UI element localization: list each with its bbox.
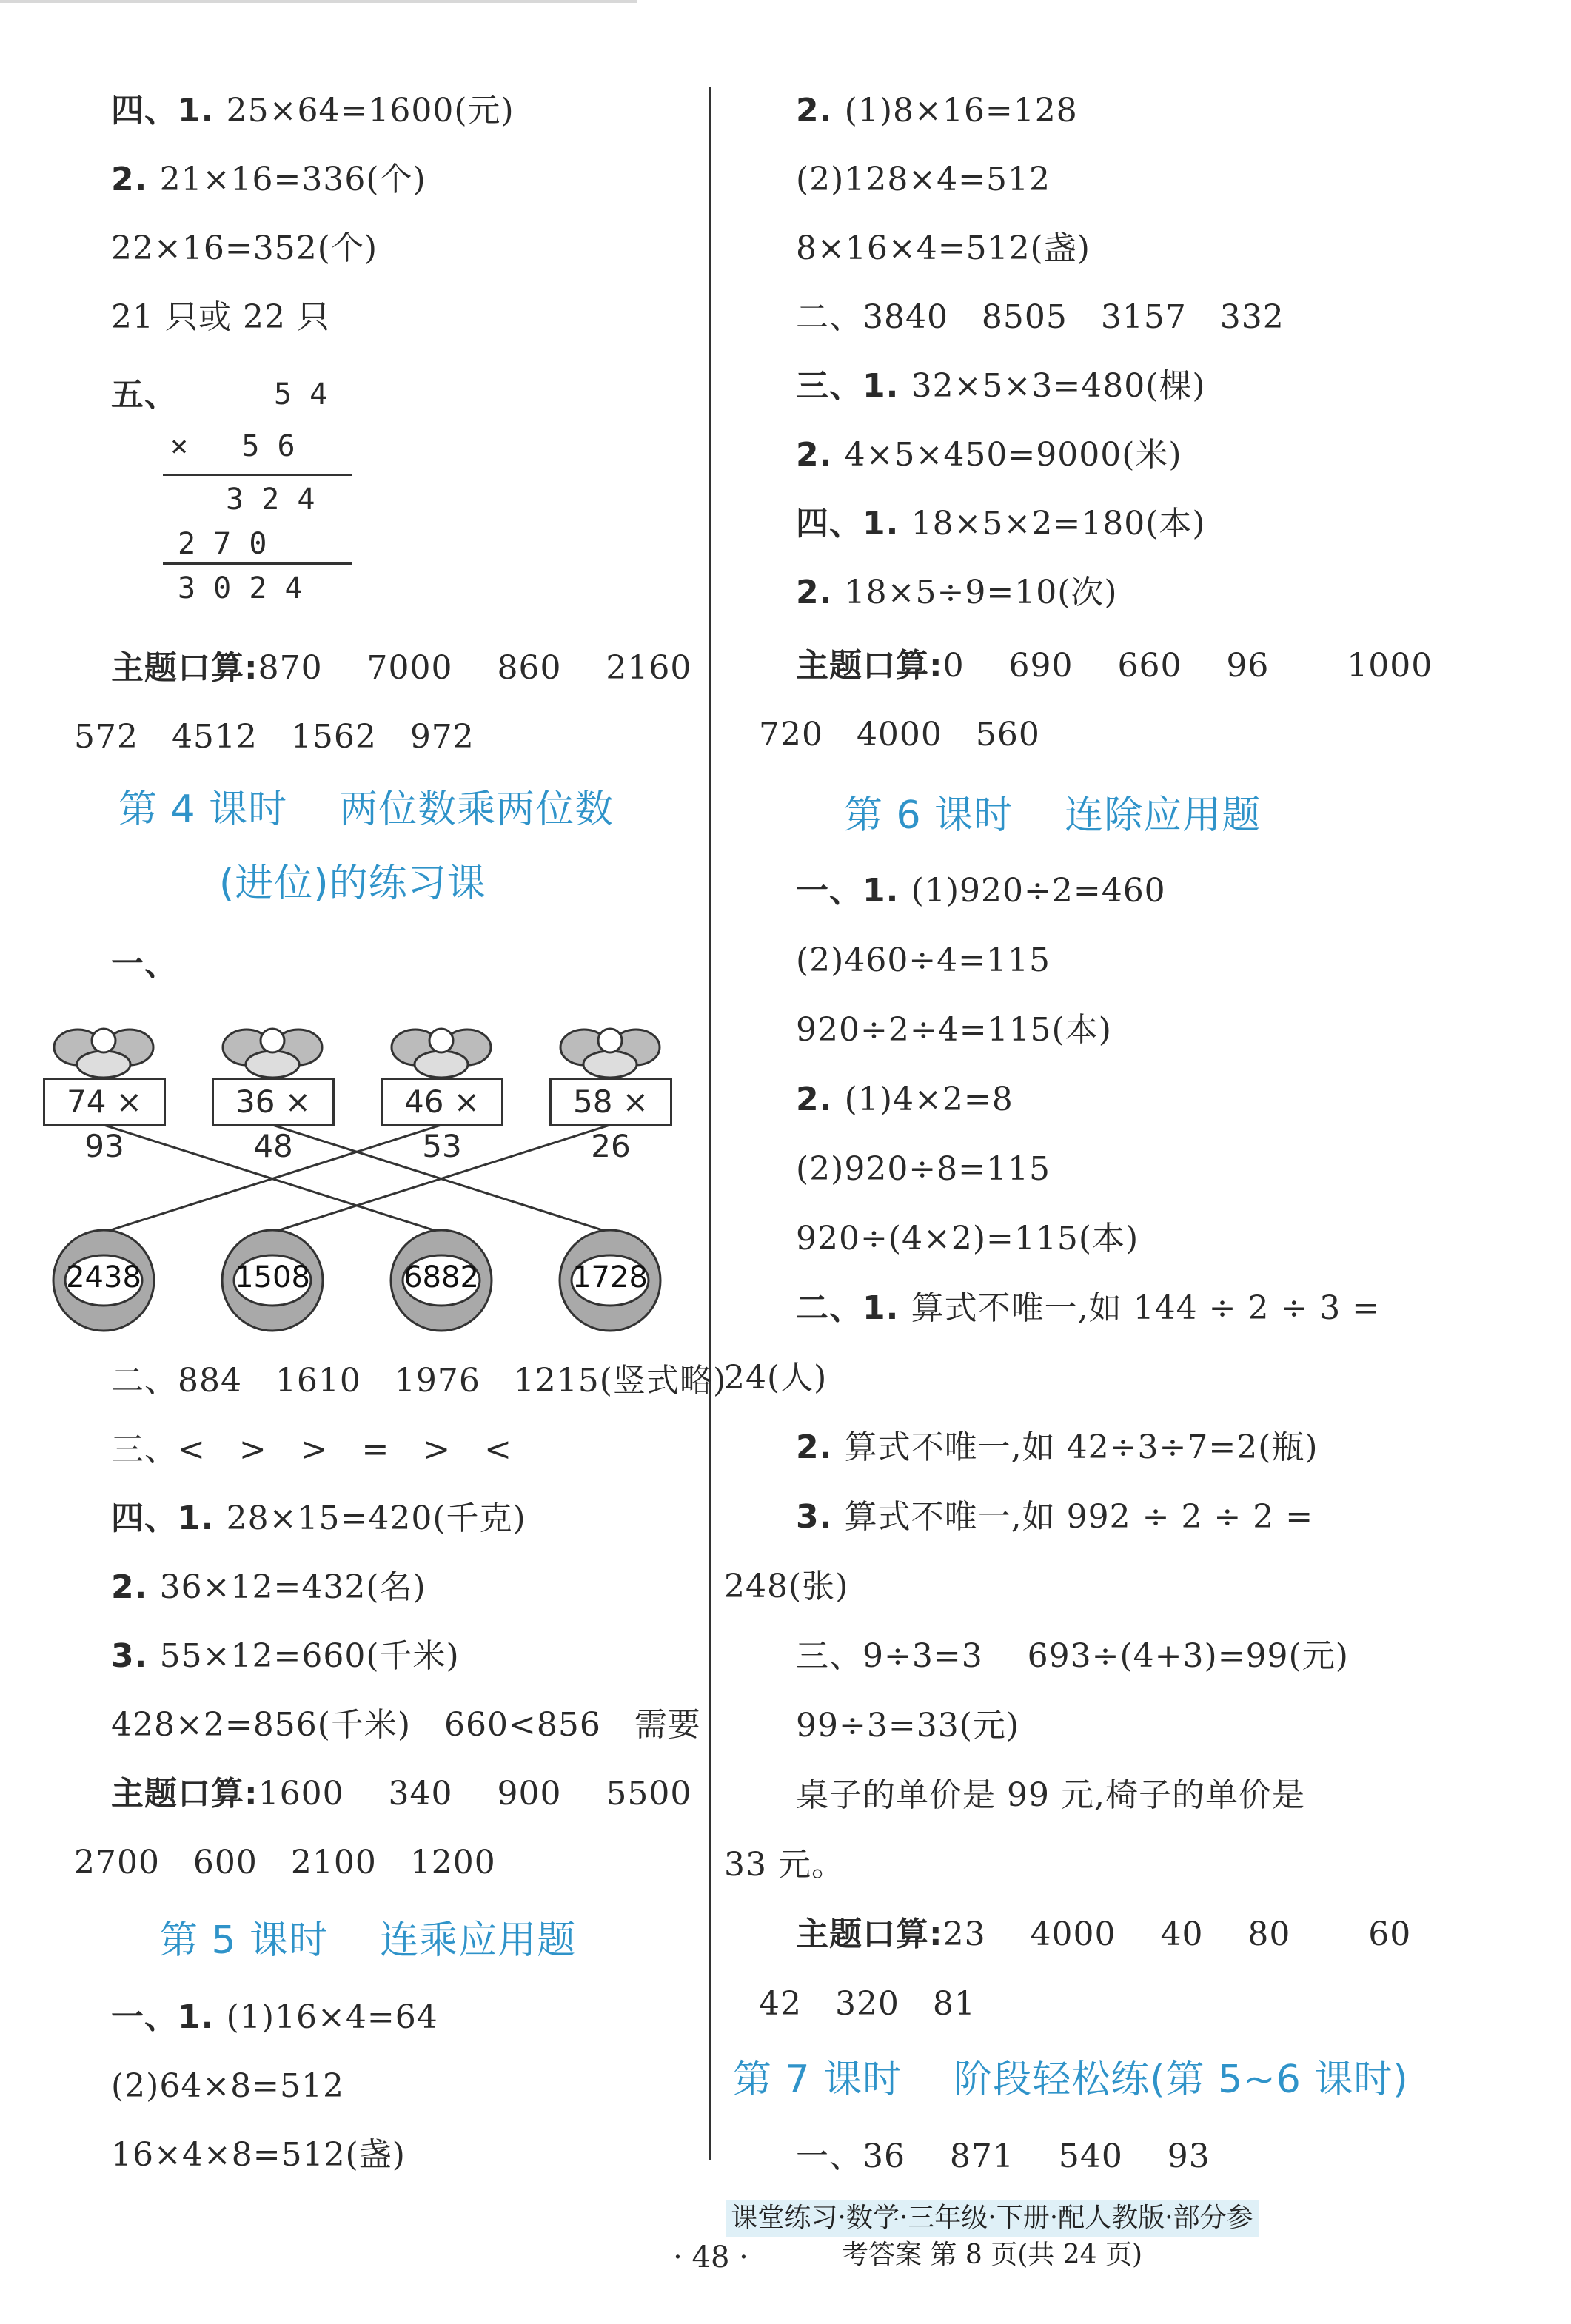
answer-line: 2. 36×12=432(名) bbox=[111, 1568, 426, 1606]
lesson-heading: (进位)的练习课 bbox=[219, 862, 486, 906]
flower-answer bbox=[555, 1225, 666, 1336]
answer-line: 99÷3=33(元) bbox=[796, 1707, 1020, 1744]
flower-number: 6882 bbox=[403, 1260, 479, 1294]
answer-line: (2)920÷8=115 bbox=[796, 1150, 1051, 1188]
answer-line: 16×4×8=512(盏) bbox=[111, 2136, 406, 2174]
answer-line: 22×16=352(个) bbox=[111, 229, 378, 267]
answer-line: 四、1. 28×15=420(千克) bbox=[111, 1499, 526, 1537]
lesson-heading: 第 5 课时 连乘应用题 bbox=[159, 1918, 577, 1963]
vertical-row-4: 2 7 0 bbox=[178, 527, 267, 561]
answer-line: (2)128×4=512 bbox=[796, 161, 1051, 198]
flower-answer bbox=[386, 1225, 497, 1336]
mental-math-line: 572 4512 1562 972 bbox=[74, 718, 475, 756]
answer-line: (2)460÷4=115 bbox=[796, 941, 1051, 979]
answer-line: 三、< > > = > < bbox=[111, 1431, 512, 1468]
flower-number: 1728 bbox=[572, 1260, 648, 1294]
page-number: · 48 · bbox=[673, 2240, 748, 2274]
expression-box: 74 × 93 bbox=[43, 1078, 166, 1126]
answer-line: 三、1. 32×5×3=480(棵) bbox=[796, 367, 1206, 405]
answer-line: (2)64×8=512 bbox=[111, 2067, 345, 2105]
answer-line: 桌子的单价是 99 元,椅子的单价是 bbox=[796, 1776, 1305, 1814]
answer-line: 2. (1)8×16=128 bbox=[796, 92, 1078, 130]
flower-number: 2438 bbox=[66, 1260, 141, 1294]
matching-lines bbox=[104, 1125, 610, 1232]
vertical-row-2: × 5 6 bbox=[170, 429, 295, 463]
mental-math-line: 2700 600 2100 1200 bbox=[74, 1844, 496, 1881]
answer-line: 24(人) bbox=[724, 1359, 828, 1397]
expression-box: 58 × 26 bbox=[549, 1078, 672, 1126]
lesson-heading: 第 7 课时 阶段轻松练(第 5~6 课时) bbox=[733, 2058, 1409, 2102]
answer-line: 21 只或 22 只 bbox=[111, 298, 330, 336]
answer-line: 四、1. 18×5×2=180(本) bbox=[796, 505, 1206, 543]
mental-math-line: 主题口算:0 690 660 96 1000 bbox=[796, 647, 1433, 685]
answer-line: 二、3840 8505 3157 332 bbox=[796, 298, 1284, 336]
answer-line: 3. 算式不唯一,如 992 ÷ 2 ÷ 2 = bbox=[796, 1498, 1314, 1536]
section-label: 一、 bbox=[111, 945, 178, 983]
flower-number: 1508 bbox=[235, 1260, 310, 1294]
answer-line: 2. 算式不唯一,如 42÷3÷7=2(瓶) bbox=[796, 1428, 1319, 1466]
lesson-heading: 第 6 课时 连除应用题 bbox=[844, 793, 1262, 838]
answer-line: 8×16×4=512(盏) bbox=[796, 229, 1091, 267]
vertical-row-1: 5 4 bbox=[274, 377, 328, 412]
answer-line: 一、1. (1)920÷2=460 bbox=[796, 872, 1166, 910]
vertical-row-5: 3 0 2 4 bbox=[178, 571, 303, 605]
answer-line: 二、884 1610 1976 1215(竖式略) bbox=[111, 1362, 727, 1400]
answer-line: 3. 55×12=660(千米) bbox=[111, 1637, 460, 1675]
answer-line: 2. 18×5÷9=10(次) bbox=[796, 574, 1118, 611]
lesson-heading: 第 4 课时 两位数乘两位数 bbox=[118, 787, 614, 832]
expression-box: 46 × 53 bbox=[381, 1078, 503, 1126]
flower-answer bbox=[48, 1225, 159, 1336]
answer-line: 33 元。 bbox=[724, 1846, 845, 1884]
answer-line: 2. 21×16=336(个) bbox=[111, 161, 426, 198]
answer-line: 920÷(4×2)=115(本) bbox=[796, 1220, 1139, 1257]
answer-line: 二、1. 算式不唯一,如 144 ÷ 2 ÷ 3 = bbox=[796, 1289, 1381, 1327]
mental-math-line: 主题口算:23 4000 40 80 60 bbox=[796, 1915, 1412, 1953]
answer-line: 一、1. (1)16×4=64 bbox=[111, 1998, 438, 2036]
vertical-row-3: 3 2 4 bbox=[226, 483, 315, 517]
answer-line: 2. (1)4×2=8 bbox=[796, 1081, 1014, 1118]
section-label: 五、 bbox=[111, 376, 178, 414]
flower-answer bbox=[217, 1225, 328, 1336]
answer-line: 428×2=856(千米) 660<856 需要 bbox=[111, 1706, 701, 1744]
answer-line: 2. 4×5×450=9000(米) bbox=[796, 436, 1182, 474]
mental-math-line: 主题口算:1600 340 900 5500 bbox=[111, 1775, 692, 1813]
bee-icon bbox=[54, 1029, 660, 1078]
mental-math-line: 42 320 81 bbox=[759, 1985, 976, 2023]
expression-box: 36 × 48 bbox=[212, 1078, 335, 1126]
answer-line: 920÷2÷4=115(本) bbox=[796, 1011, 1112, 1049]
footer-banner: 课堂练习·数学·三年级·下册·配人教版·部分参考答案 第 8 页(共 24 页) bbox=[726, 2200, 1259, 2237]
answer-line: 一、36 871 540 93 bbox=[796, 2137, 1210, 2175]
mental-math-line: 720 4000 560 bbox=[759, 716, 1040, 753]
mental-math-line: 主题口算:870 7000 860 2160 bbox=[111, 649, 692, 687]
answer-line: 四、1. 25×64=1600(元) bbox=[111, 92, 515, 130]
answer-line: 248(张) bbox=[724, 1568, 849, 1605]
answer-line: 三、9÷3=3 693÷(4+3)=99(元) bbox=[796, 1637, 1349, 1675]
